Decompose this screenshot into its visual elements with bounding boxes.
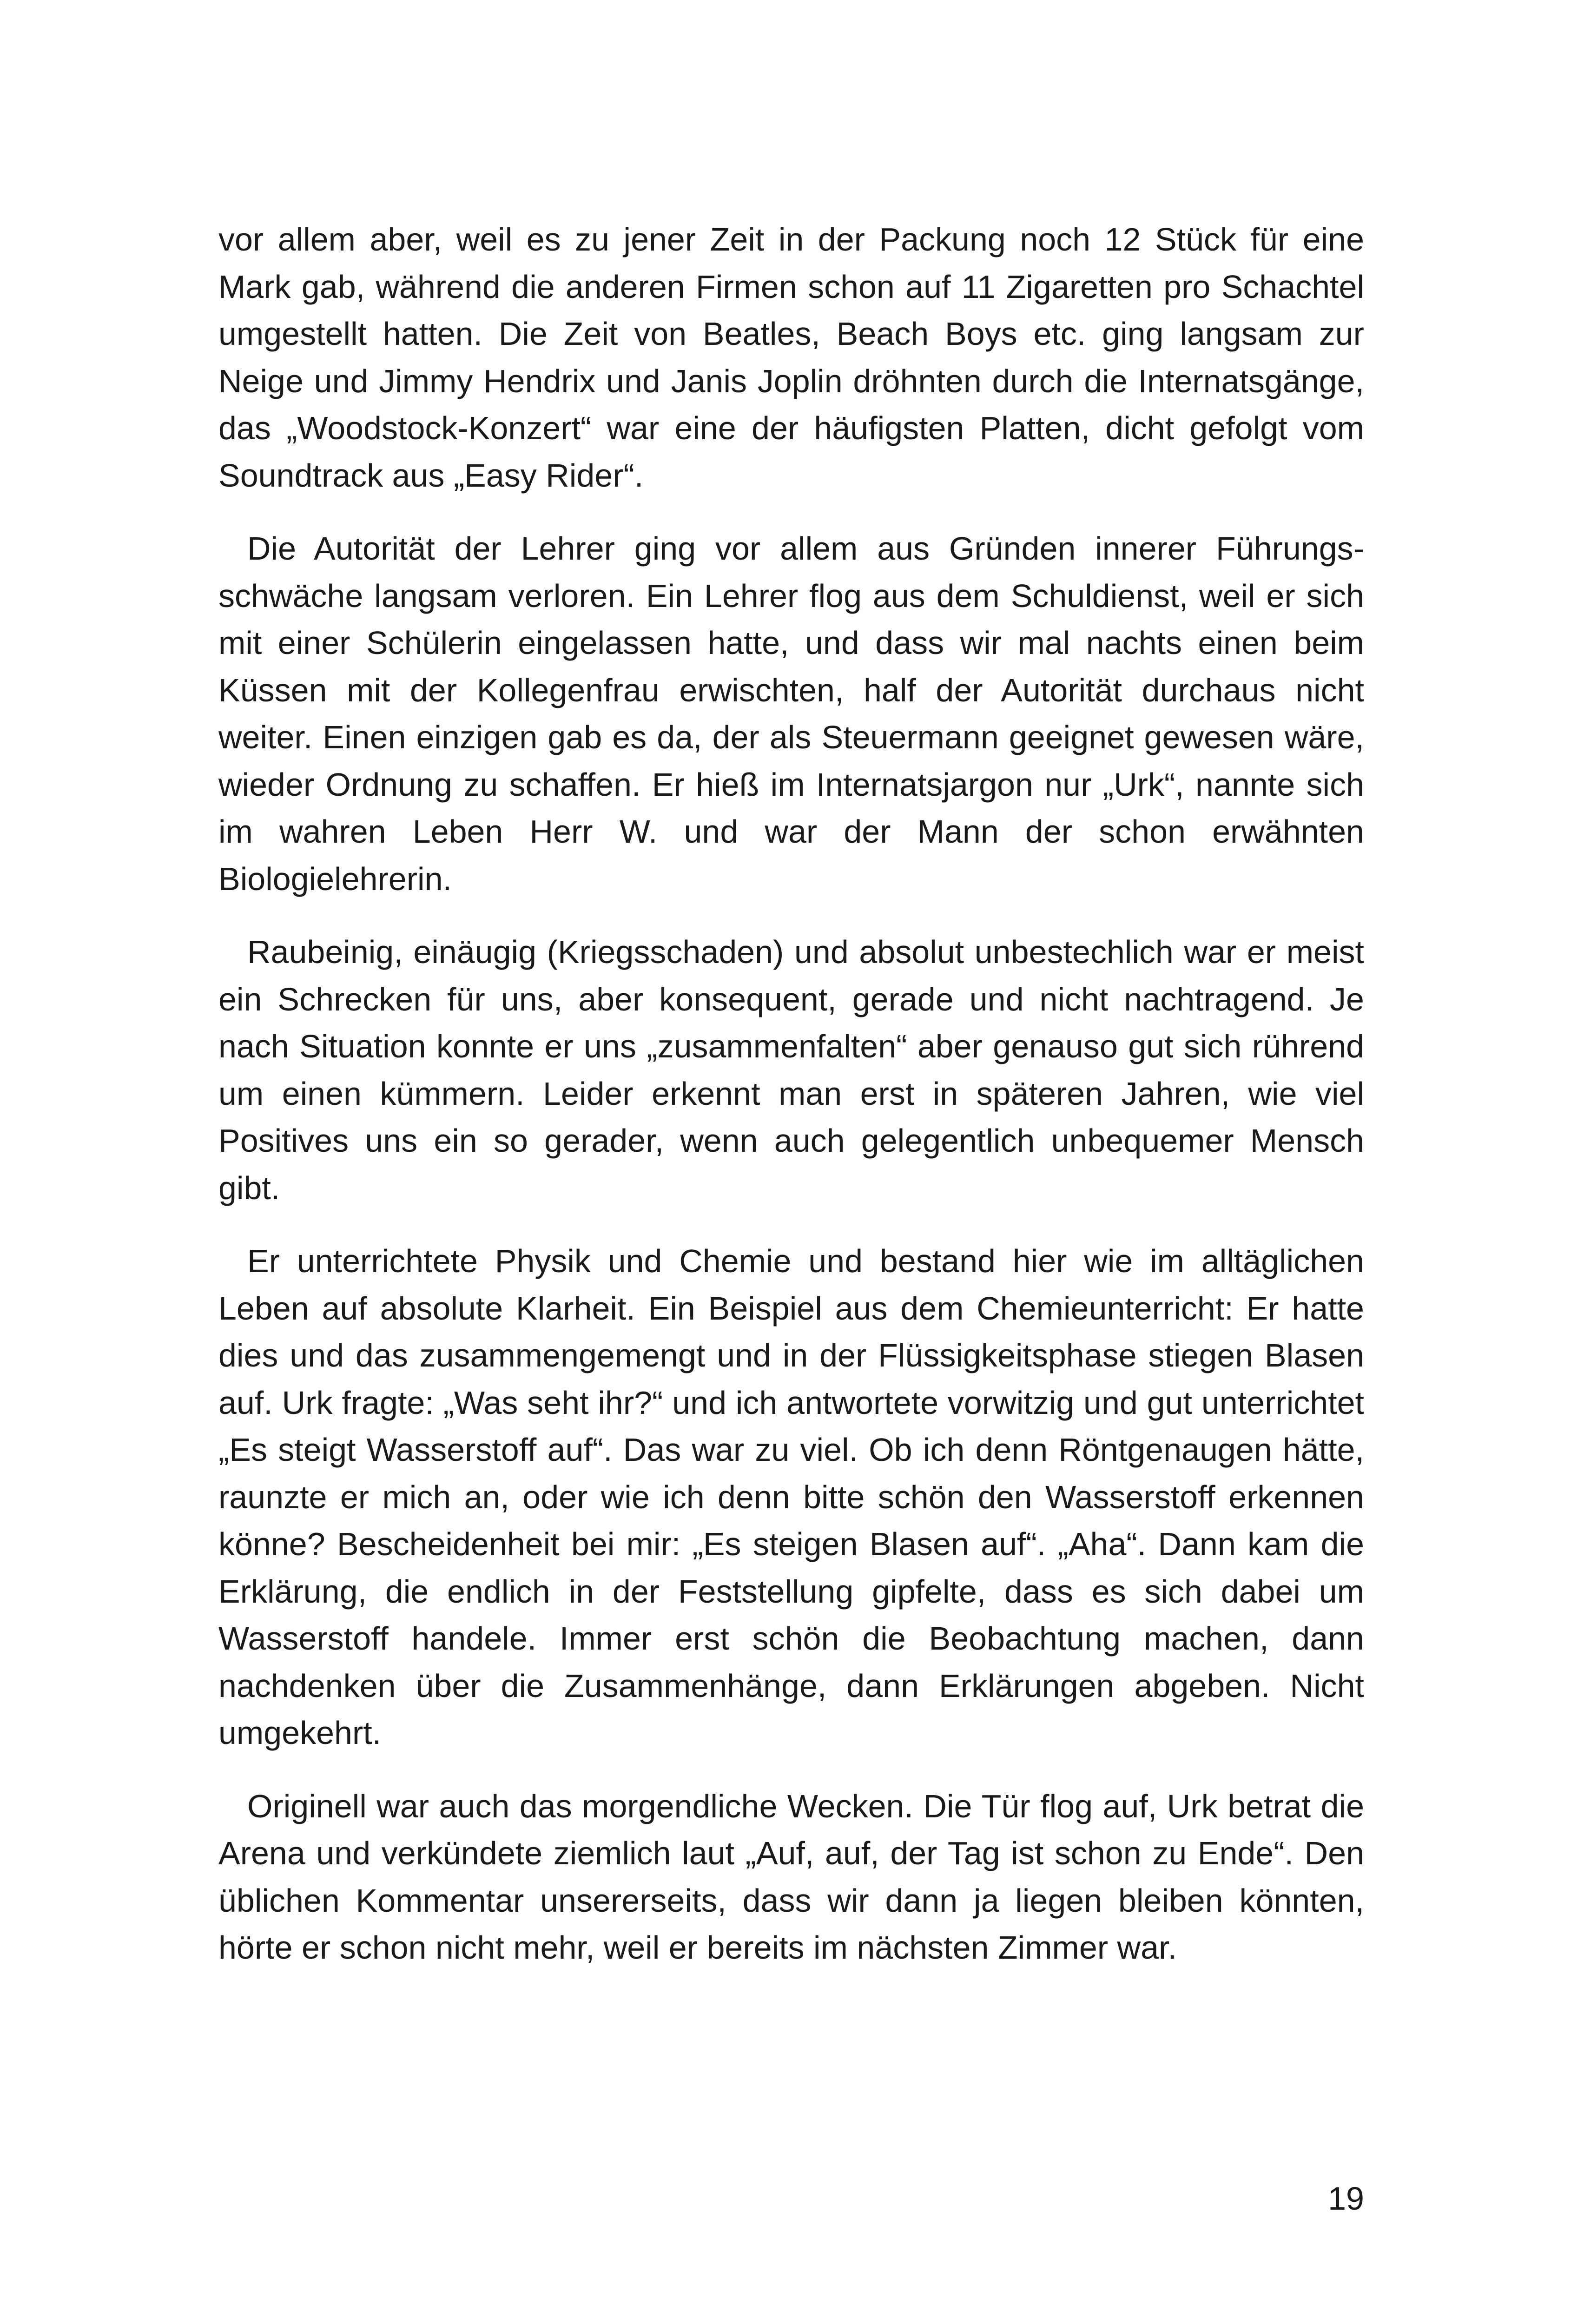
paragraph-4: Er unterrichtete Physik und Chemie und bestand hier wie im alltäglichen Leben auf absolute Klarheit. Ein Beispiel aus dem Chemieunterricht: Er hatte dies und das zusammengemengt und in der Flüssigkeitsphase stiegen Blasen auf. Urk fragte: „Was seht ihr?“ und ich antwortete vorwitzig und gut unterrichtet „Es steigt Wasserstoff auf“. Das war zu viel. Ob ich denn Röntgenaugen hätte, raunzte er mich an, oder wie ich denn bitte schön den Wasserstoff erkennen könne? Bescheidenheit bei mir: „Es steigen Blasen auf“. „Aha“. Dann kam die Erklärung, die endlich in der Feststellung gipfelte, dass es sich dabei um Wasserstoff handele. Immer erst schön die Beobachtung machen, dann nachdenken über die Zusammenhänge, dann Erklärungen abgeben. Nicht umgekehrt. [218,1243,1364,1751]
body-text [218,216,1364,1998]
paragraph-3: Raubeinig, einäugig (Kriegsschaden) und absolut unbestechlich war er meist ein Schrecken für uns, aber konsequent, gerade und nicht nachtragend. Je nach Situation konnte er uns „zusammenfalten“ aber genauso gut sich rührend um einen kümmern. Leider erkennt man erst in späteren Jahren, wie viel Positives uns ein so gerader, wenn auch gelegentlich unbequemer Mensch gibt. [218,934,1364,1206]
paragraph-1: vor allem aber, weil es zu jener Zeit in der Packung noch 12 Stück für eine Mark gab, während die anderen Firmen schon auf 11 Zigaretten pro Schachtel umgestellt hatten. Die Zeit von Beatles, Beach Boys etc. ging langsam zur Neige und Jimmy Hendrix und Janis Joplin dröhnten durch die Internatsgänge, das „Woodstock-Konzert“ war eine der häufigsten Platten, dicht gefolgt vom Soundtrack aus „Easy Rider“. [218,221,1364,494]
paragraph-2: Die Autorität der Lehrer ging vor allem aus Gründen innerer Führungsschwäche langsam verloren. Ein Lehrer flog aus dem Schuldienst, weil er sich mit einer Schülerin eingelassen hatte, und dass wir mal nachts einen beim Küssen mit der Kollegenfrau erwischten, half der Autorität durchaus nicht weiter. Einen einzigen gab es da, der als Steuermann geeignet gewesen wäre, wieder Ordnung zu schaffen. Er hieß im Internatsjargon nur „Urk“, nannte sich im wahren Leben Herr W. und war der Mann der schon erwähnten Biologielehrerin. [218,530,1364,897]
paragraph-5: Originell war auch das morgendliche Wecken. Die Tür flog auf, Urk betrat die Arena und verkündete ziemlich laut „Auf, auf, der Tag ist schon zu Ende“. Den üblichen Kommentar unsererseits, dass wir dann ja liegen bleiben könnten, hörte er schon nicht mehr, weil er bereits im nächsten Zimmer war. [218,1788,1364,1966]
page-number: 19 [1328,2180,1364,2217]
